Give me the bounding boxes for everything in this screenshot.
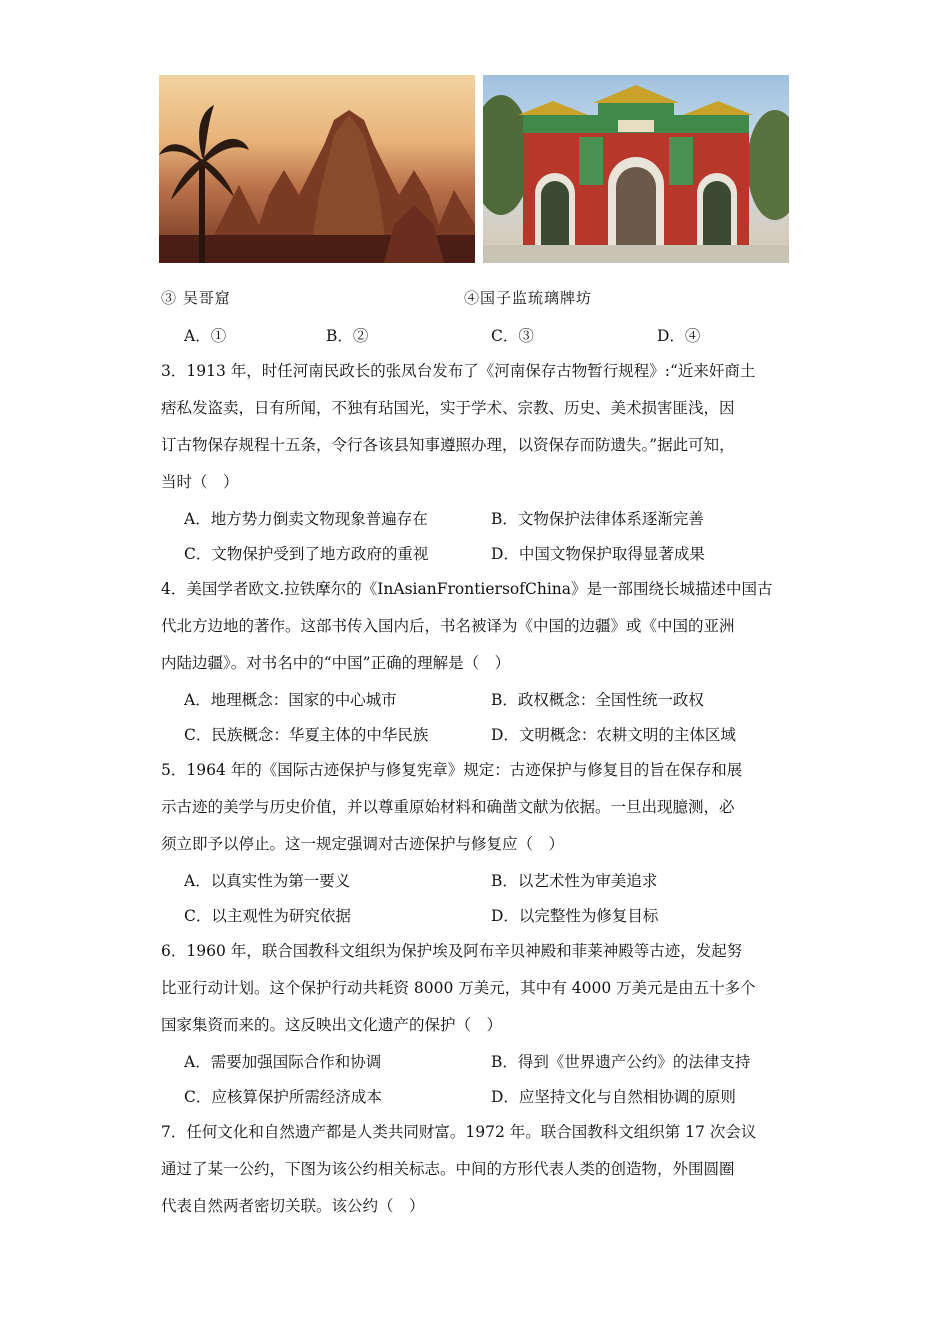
q5-option-b[interactable]: B．以艺术性为审美追求 [491, 872, 658, 890]
angkor-wat-illustration [159, 75, 475, 263]
q2-option-d[interactable]: D．④ [657, 327, 701, 345]
q5-stem-line-3: 须立即予以停止。这一规定强调对古迹保护与修复应（ ） [161, 835, 565, 853]
angkor-wat-photo [159, 75, 475, 263]
q4-stem-line-1: 4．美国学者欧文.拉铁摩尔的《InAsianFrontiersofChina》是一部围绕长城描述中国古 [161, 580, 773, 598]
q2-option-c[interactable]: C．③ [491, 327, 534, 345]
caption-guozijian-archway: ④国子监琉璃牌坊 [464, 289, 593, 307]
q7-stem-line-1: 7．任何文化和自然遗产都是人类共同财富。1972 年。联合国教科文组织第 17 次会议 [161, 1123, 757, 1141]
q6-option-a[interactable]: A．需要加强国际合作和协调 [184, 1053, 382, 1071]
q3-option-d[interactable]: D．中国文物保护取得显著成果 [491, 545, 705, 563]
q4-stem-line-2: 代北方边地的著作。这部书传入国内后，书名被译为《中国的边疆》或《中国的亚洲 [161, 617, 735, 635]
q6-option-d[interactable]: D．应坚持文化与自然相协调的原则 [491, 1088, 736, 1106]
q7-stem-line-3: 代表自然两者密切关联。该公约（ ） [161, 1197, 425, 1215]
guozijian-archway-photo [483, 75, 789, 263]
q7-stem-line-2: 通过了某一公约，下图为该公约相关标志。中间的方形代表人类的创造物，外围圆圈 [161, 1160, 735, 1178]
q6-option-c[interactable]: C．应核算保护所需经济成本 [184, 1088, 382, 1106]
q3-stem-line-2: 痞私发盗卖，日有所闻，不独有玷国光，实于学术、宗教、历史、美术损害匪浅，因 [161, 399, 735, 417]
q6-stem-line-3: 国家集资而来的。这反映出文化遗产的保护（ ） [161, 1016, 503, 1034]
archway-illustration [483, 75, 789, 263]
caption-angkor-wat: ③ 吴哥窟 [161, 289, 231, 307]
q3-option-b[interactable]: B．文物保护法律体系逐渐完善 [491, 510, 704, 528]
q4-option-a[interactable]: A．地理概念：国家的中心城市 [184, 691, 397, 709]
q2-option-a[interactable]: A．① [184, 327, 227, 345]
q5-stem-line-2: 示古迹的美学与历史价值，并以尊重原始材料和确凿文献为依据。一旦出现臆测，必 [161, 798, 735, 816]
q6-stem-line-2: 比亚行动计划。这个保护行动共耗资 8000 万美元，其中有 4000 万美元是由五十多个 [161, 979, 756, 997]
q3-stem-line-3: 订古物保存规程十五条，令行各该县知事遵照办理，以资保存而防遗失。”据此可知， [161, 436, 735, 454]
q5-option-a[interactable]: A．以真实性为第一要义 [184, 872, 351, 890]
q3-stem-line-4: 当时（ ） [161, 473, 239, 491]
q4-option-d[interactable]: D．文明概念：农耕文明的主体区域 [491, 726, 736, 744]
q3-option-a[interactable]: A．地方势力倒卖文物现象普遍存在 [184, 510, 428, 528]
q4-stem-line-3: 内陆边疆》。对书名中的“中国”正确的理解是（ ） [161, 654, 511, 672]
q4-option-c[interactable]: C．民族概念：华夏主体的中华民族 [184, 726, 429, 744]
q3-option-c[interactable]: C．文物保护受到了地方政府的重视 [184, 545, 429, 563]
q5-stem-line-1: 5．1964 年的《国际古迹保护与修复宪章》规定：古迹保护与修复目的旨在保存和展 [161, 761, 743, 779]
q5-option-c[interactable]: C．以主观性为研究依据 [184, 907, 351, 925]
q2-option-b[interactable]: B．② [326, 327, 369, 345]
q4-option-b[interactable]: B．政权概念：全国性统一政权 [491, 691, 704, 709]
q6-stem-line-1: 6．1960 年，联合国教科文组织为保护埃及阿布辛贝神殿和菲莱神殿等古迹，发起努 [161, 942, 743, 960]
q6-option-b[interactable]: B．得到《世界遗产公约》的法律支持 [491, 1053, 751, 1071]
q3-stem-line-1: 3．1913 年，时任河南民政长的张凤台发布了《河南保存古物暂行规程》:“近来奸商土 [161, 362, 756, 380]
q5-option-d[interactable]: D．以完整性为修复目标 [491, 907, 659, 925]
